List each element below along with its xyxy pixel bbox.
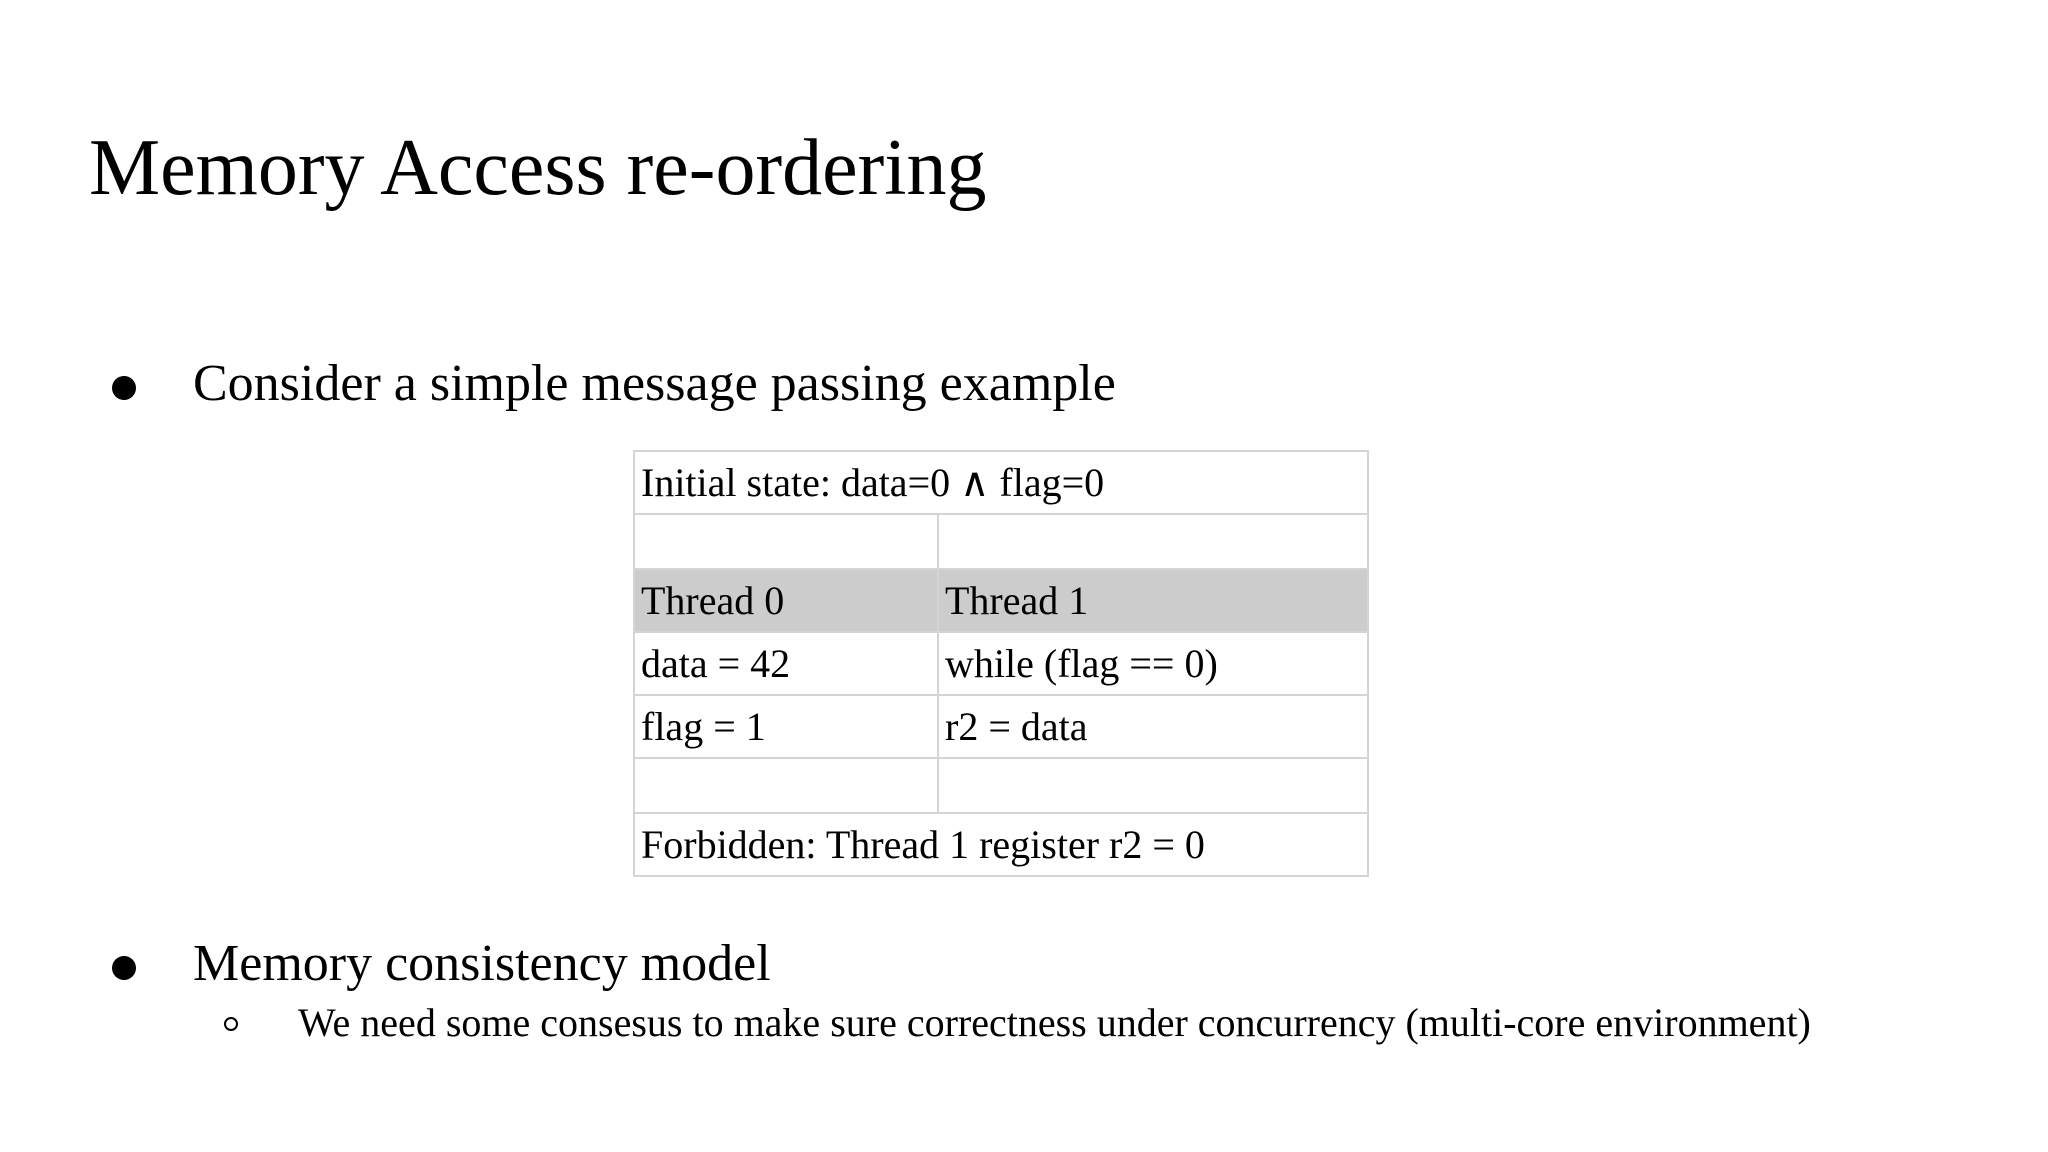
- thread-1-header: Thread 1: [938, 569, 1368, 632]
- table-cell-empty: [938, 514, 1368, 569]
- bullet-dot-icon: [112, 376, 136, 400]
- hollow-circle-icon: [224, 1017, 238, 1031]
- slide-title: Memory Access re-ordering: [89, 124, 987, 212]
- table-row: [634, 632, 1368, 695]
- thread-0-header: Thread 0: [634, 569, 938, 632]
- table-row-empty: [634, 758, 1368, 813]
- bullet-item-consistency-model: Memory consistency model: [193, 935, 771, 992]
- table-cell: while (flag == 0): [938, 632, 1368, 695]
- table-row-empty: [634, 514, 1368, 569]
- table-header-row: [634, 569, 1368, 632]
- sub-bullet-item-consensus: We need some consesus to make sure correctness under concurrency (multi-core environment): [298, 1000, 1811, 1045]
- table-cell-empty: [938, 758, 1368, 813]
- forbidden-cell: Forbidden: Thread 1 register r2 = 0: [634, 813, 1368, 876]
- table-row-forbidden: [634, 813, 1368, 876]
- table-cell: flag = 1: [634, 695, 938, 758]
- table-row-initial-state: [634, 451, 1368, 514]
- table-cell: r2 = data: [938, 695, 1368, 758]
- table-cell-empty: [634, 758, 938, 813]
- table-cell-empty: [634, 514, 938, 569]
- bullet-dot-icon: [112, 956, 136, 980]
- table-cell: data = 42: [634, 632, 938, 695]
- message-passing-table: [633, 450, 1369, 877]
- table-row: [634, 695, 1368, 758]
- bullet-item-message-passing: Consider a simple message passing example: [193, 355, 1116, 412]
- initial-state-cell: Initial state: data=0 ∧ flag=0: [634, 451, 1368, 514]
